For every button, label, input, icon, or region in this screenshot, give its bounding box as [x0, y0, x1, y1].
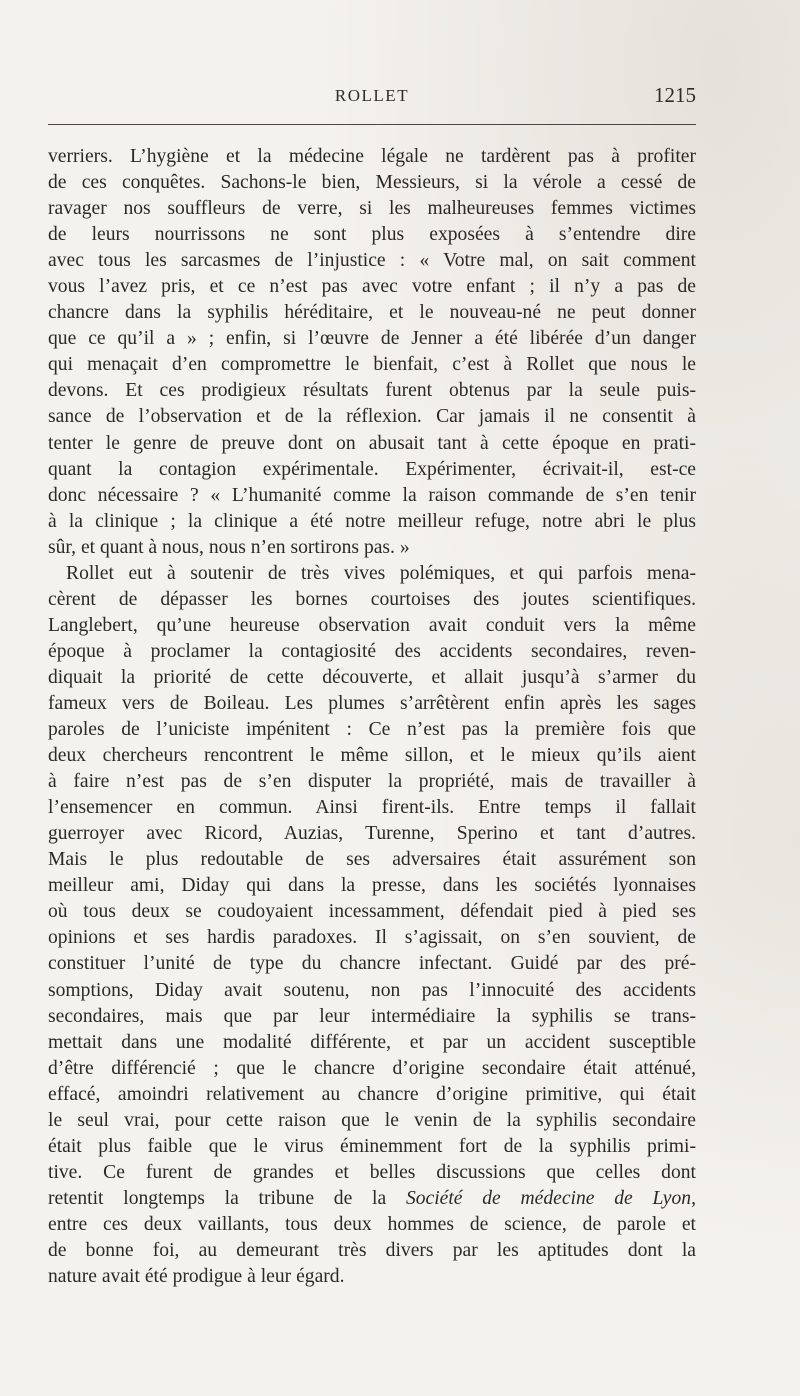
text-line: guerroyer avec Ricord, Auzias, Turenne, Sperino et tant d’autres. — [48, 823, 696, 845]
text-line: avec tous les sarcasmes de l’injustice : « Votre mal, on sait comment — [48, 250, 696, 272]
text-line: chancre dans la syphilis héréditaire, et le nouveau-né ne peut donner — [48, 302, 696, 324]
text-segment: retentit longtemps la tribune de la — [48, 1187, 406, 1209]
text-line: Langlebert, qu’une heureuse observation avait conduit vers la même — [48, 614, 696, 636]
header-rule — [48, 124, 696, 125]
text-line: époque à proclamer la contagiosité des accidents secondaires, reven- — [48, 640, 696, 662]
text-line: ravager nos souffleurs de verre, si les malheureuses femmes victimes — [48, 198, 696, 220]
text-line: que ce qu’il a » ; enfin, si l’œuvre de Jenner a été libérée d’un danger — [48, 328, 696, 350]
text-line: le seul vrai, pour cette raison que le venin de la syphilis secondaire — [48, 1109, 696, 1131]
text-line: mettait dans une modalité différente, et par un accident susceptible — [48, 1031, 696, 1053]
text-line: sûr, et quant à nous, nous n’en sortirons pas. » — [48, 536, 410, 558]
text-line: à la clinique ; la clinique a été notre meilleur refuge, notre abri le plus — [48, 510, 696, 532]
text-line: cèrent de dépasser les bornes courtoises des joutes scientifiques. — [48, 588, 696, 610]
text-line: constituer l’unité de type du chancre infectant. Guidé par des pré- — [48, 953, 696, 975]
text-line: tenter le genre de preuve dont on abusait tant à cette époque en prati- — [48, 432, 696, 454]
text-line: diquait la priorité de cette découverte, et allait jusqu’à s’armer du — [48, 666, 696, 688]
text-line: qui menaçait d’en compromettre le bienfait, c’est à Rollet que nous le — [48, 354, 696, 376]
text-line: donc nécessaire ? « L’humanité comme la raison commande de s’en tenir — [48, 484, 696, 506]
text-line: nature avait été prodigue à leur égard. — [48, 1266, 345, 1288]
running-head: ROLLET — [334, 86, 410, 105]
text-line: de bonne foi, au demeurant très divers par les aptitudes dont la — [48, 1239, 696, 1261]
text-line: paroles de l’uniciste impénitent : Ce n’est pas la première fois que — [48, 719, 696, 741]
text-line: où tous deux se coudoyaient incessamment, défendait pied à pied ses — [48, 901, 696, 923]
text-line: vous l’avez pris, et ce n’est pas avec votre enfant ; il n’y a pas de — [48, 276, 696, 298]
text-line: entre ces deux vaillants, tous deux hommes de science, de parole et — [48, 1213, 696, 1235]
text-line: quant la contagion expérimentale. Expérimenter, écrivait-il, est-ce — [48, 458, 696, 480]
text-line: secondaires, mais que par leur intermédiaire la syphilis se trans- — [48, 1005, 696, 1027]
text-line: Mais le plus redoutable de ses adversaires était assurément son — [48, 849, 696, 871]
text-line: meilleur ami, Diday qui dans la presse, dans les sociétés lyonnaises — [48, 875, 696, 897]
text-line: fameux vers de Boileau. Les plumes s’arrêtèrent enfin après les sages — [48, 692, 696, 714]
text-line: verriers. L’hygiène et la médecine légale ne tardèrent pas à profiter — [48, 146, 696, 167]
text-line: Rollet eut à soutenir de très vives polémiques, et qui parfois mena- — [66, 562, 696, 584]
text-line: l’ensemencer en commun. Ainsi firent-ils. Entre temps il fallait — [48, 797, 696, 819]
text-line: à faire n’est pas de s’en disputer la propriété, mais de travailler à — [48, 771, 696, 793]
text-line: deux chercheurs rencontrent le même sillon, et le mieux qu’ils aient — [48, 745, 696, 767]
text-line: somptions, Diday avait soutenu, non pas l’innocuité des accidents — [48, 979, 696, 1001]
body-text — [48, 144, 696, 1290]
page-number: 1215 — [654, 83, 696, 107]
text-line: de leurs nourrissons ne sont plus exposées à s’entendre dire — [48, 224, 696, 246]
text-line: opinions et ses hardis paradoxes. Il s’agissait, on s’en souvient, de — [48, 927, 696, 949]
text-line: d’être différencié ; que le chancre d’origine secondaire était atténué, — [48, 1057, 696, 1079]
text-line: tive. Ce furent de grandes et belles discussions que celles dont — [48, 1161, 696, 1183]
text-line: devons. Et ces prodigieux résultats furent obtenus par la seule puis- — [48, 380, 696, 402]
text-line: était plus faible que le virus éminemment fort de la syphilis primi- — [48, 1135, 696, 1157]
italic-society-name: Société de médecine de Lyon, — [405, 1187, 696, 1209]
text-line: sance de l’observation et de la réflexion. Car jamais il ne consentit à — [48, 406, 696, 428]
text-line-with-italic — [48, 1186, 696, 1212]
text-line: effacé, amoindri relativement au chancre d’origine primitive, qui était — [48, 1083, 696, 1105]
page-header — [48, 83, 696, 112]
text-line: de ces conquêtes. Sachons-le bien, Messieurs, si la vérole a cessé de — [48, 172, 696, 194]
